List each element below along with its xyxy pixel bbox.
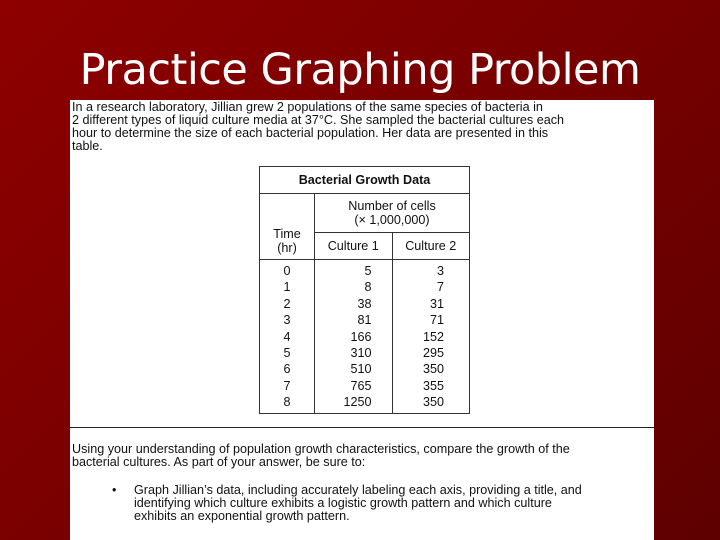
cells-header-label: Number of cells <box>348 199 436 213</box>
culture1-cell: 5 <box>364 264 372 278</box>
intro-line: hour to determine the size of each bacterial population. Her data are presented in this <box>72 126 549 140</box>
bullet-line: exhibits an exponential growth pattern. <box>134 509 350 523</box>
bacterial-growth-table <box>259 166 470 414</box>
culture1-column <box>315 260 393 414</box>
culture2-cell: 152 <box>422 329 444 344</box>
cells-header <box>315 194 470 233</box>
cells-header-unit: (× 1,000,000) <box>354 213 430 227</box>
intro-line: table. <box>72 139 103 153</box>
culture2-cell: 295 <box>422 345 444 360</box>
time-cell: 2 <box>283 296 291 311</box>
bullet-dot: • <box>112 483 117 497</box>
bullet-line: identifying which culture exhibits a logistic growth pattern and which culture <box>134 496 552 510</box>
culture1-cell: 166 <box>350 329 372 344</box>
time-cell: 3 <box>283 313 291 328</box>
intro-paragraph <box>72 101 650 153</box>
time-header-label: Time <box>273 227 301 241</box>
culture2-cell: 350 <box>422 395 444 410</box>
culture2-cell: 3 <box>436 264 444 278</box>
separator-line <box>70 427 654 428</box>
time-cell: 1 <box>283 280 291 295</box>
question-line: Using your understanding of population growth characteristics, compare the growth of the <box>72 442 570 456</box>
time-cell: 7 <box>283 378 291 393</box>
culture1-cell: 310 <box>350 345 372 360</box>
document-image <box>70 100 654 540</box>
culture2-header: Culture 2 <box>392 233 470 260</box>
intro-line: In a research laboratory, Jillian grew 2 populations of the same species of bacteria in <box>72 100 543 114</box>
slide-title: Practice Graphing Problem <box>79 45 641 95</box>
intro-line: 2 different types of liquid culture media at 37°C. She sampled the bacterial cultures each <box>72 113 565 127</box>
culture1-cell: 81 <box>357 313 372 328</box>
culture1-cell: 510 <box>350 362 372 377</box>
culture1-cell: 1250 <box>343 395 372 410</box>
bullet-line: Graph Jillian’s data, including accurately labeling each axis, providing a title, and <box>134 483 582 497</box>
culture2-cell: 350 <box>422 362 444 377</box>
time-header-unit: (hr) <box>277 241 297 255</box>
question-paragraph <box>72 443 650 469</box>
culture1-header: Culture 1 <box>315 233 393 260</box>
time-cell: 5 <box>283 345 291 360</box>
question-line: bacterial cultures. As part of your answer, be sure to: <box>72 455 366 469</box>
time-cell: 0 <box>283 264 291 278</box>
culture1-cell: 765 <box>350 378 372 393</box>
table-title: Bacterial Growth Data <box>260 167 470 194</box>
culture2-column <box>392 260 470 414</box>
time-cell: 6 <box>283 362 291 377</box>
culture1-cell: 8 <box>364 280 372 295</box>
time-column <box>260 260 315 414</box>
time-header <box>260 194 315 260</box>
time-cell: 8 <box>283 395 291 410</box>
culture2-cell: 7 <box>436 280 444 295</box>
culture2-cell: 71 <box>429 313 444 328</box>
culture1-cell: 38 <box>357 296 372 311</box>
time-cell: 4 <box>283 329 291 344</box>
culture2-cell: 31 <box>429 296 444 311</box>
culture2-cell: 355 <box>422 378 444 393</box>
bullet-text <box>134 484 652 523</box>
